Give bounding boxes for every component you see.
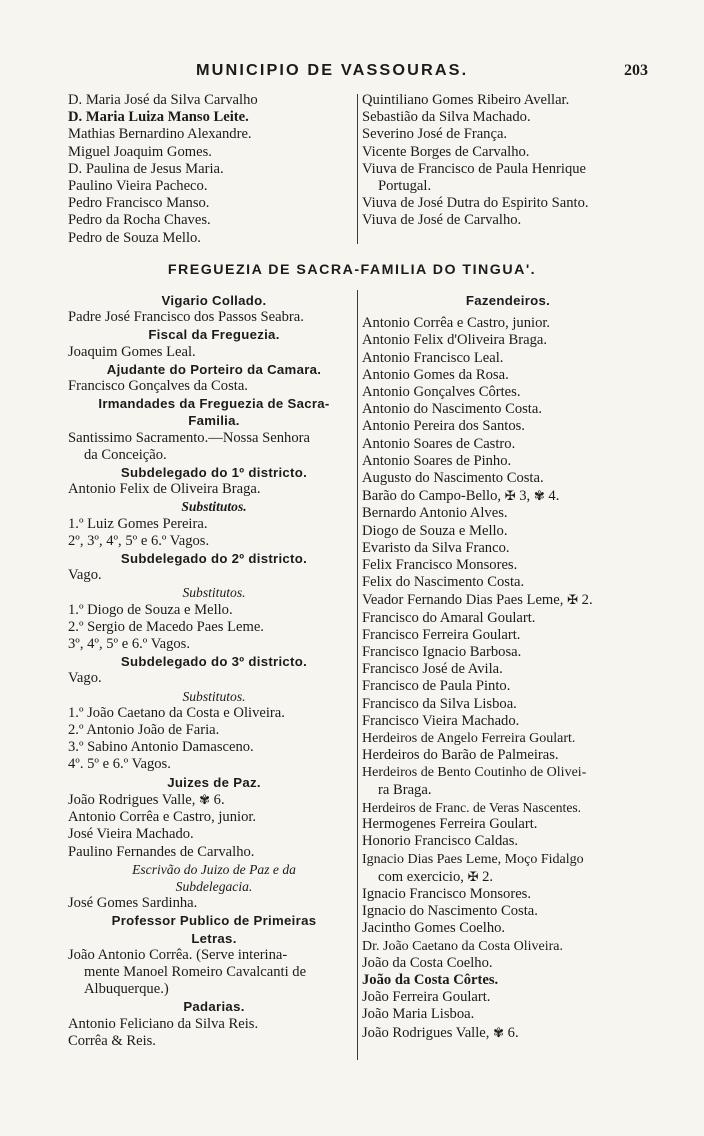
list-item: Vicente Borges de Carvalho.	[362, 143, 530, 160]
juiz-line: José Vieira Machado.	[68, 826, 194, 843]
professor-line: mente Manoel Romeiro Cavalcanti de	[84, 963, 307, 980]
list-item: Severino José de França.	[362, 126, 508, 143]
fazendeiro-line: Honorio Francisco Caldas.	[362, 833, 519, 850]
list-item: D. Maria Luiza Manso Leite.	[68, 109, 249, 126]
fazendeiro-line: Augusto do Nascimento Costa.	[362, 470, 544, 487]
list-item: Portugal.	[378, 178, 432, 195]
professor-line: Albuquerque.)	[84, 981, 169, 998]
fazendeiro-line: João Ferreira Goulart.	[362, 989, 491, 1006]
fazendeiro-line: Antonio do Nascimento Costa.	[362, 401, 542, 418]
fazendeiro-line	[362, 868, 654, 886]
page-header	[0, 58, 704, 84]
list-item: Viuva de Francisco de Paula Henrique	[362, 160, 587, 177]
right-column	[362, 292, 654, 1042]
subdelegado-2-name: Vago.	[68, 567, 102, 584]
substituto-line: 2.º Antonio João de Faria.	[68, 722, 220, 739]
irmandade-line: da Conceição.	[84, 446, 167, 463]
fazendeiro-line: Diogo de Souza e Mello.	[362, 522, 508, 539]
professor-heading: Professor Publico de Primeiras	[111, 913, 317, 929]
list-item: D. Maria José da Silva Carvalho	[68, 92, 258, 108]
list-item: Paulino Vieira Pacheco.	[68, 178, 208, 195]
list-item: Sebastião da Silva Machado.	[362, 109, 531, 126]
substitutos-heading: Substitutos.	[182, 585, 246, 601]
order-number: 3,	[519, 488, 531, 505]
substituto-line: 4º. 5º e 6.º Vagos.	[68, 756, 171, 773]
fazendeiros-heading: Fazendeiros.	[465, 293, 551, 308]
fazendeiro-line: Francisco Ignacio Barbosa.	[362, 644, 522, 661]
fazendeiro-name: Veador Fernando Dias Paes Leme,	[362, 592, 564, 609]
top-left-list	[68, 92, 360, 247]
fazendeiro-line: Antonio Soares de Pinho.	[362, 452, 512, 469]
substituto-line: 3.º Sabino Antonio Damasceno.	[68, 739, 254, 756]
column-divider	[357, 94, 358, 244]
professor-heading-cont: Letras.	[191, 930, 237, 946]
ajudante-heading: Ajudante do Porteiro da Camara.	[106, 361, 322, 377]
padarias-heading: Padarias.	[183, 999, 245, 1015]
fazendeiro-line	[362, 1024, 654, 1042]
order-number: 6.	[213, 791, 225, 808]
fazendeiro-line: Antonio Soares de Castro.	[362, 435, 516, 452]
fazendeiro-line: Francisco de Paula Pinto.	[362, 678, 511, 695]
list-item: Viuva de José de Carvalho.	[362, 212, 522, 229]
irmandades-heading-cont: Familia.	[188, 413, 240, 429]
juiz-line: Antonio Corrêa e Castro, junior.	[68, 809, 257, 826]
subdelegado-2-heading: Subdelegado do 2º districto.	[120, 551, 308, 567]
ajudante-name: Francisco Gonçalves da Costa.	[68, 378, 248, 395]
fazendeiro-line: Francisco da Silva Lisboa.	[362, 695, 517, 712]
fazendeiro-name: com exercicio,	[378, 868, 464, 885]
fazendeiro-line: Felix Francisco Monsores.	[362, 557, 518, 574]
substituto-line: 2º, 3º, 4º, 5º e 6.º Vagos.	[68, 532, 210, 549]
section-title: FREGUEZIA DE SACRA-FAMILIA DO TINGUA'.	[167, 262, 537, 278]
running-title: MUNICIPIO DE VASSOURAS.	[196, 62, 469, 79]
fazendeiro-line: Antonio Gomes da Rosa.	[362, 366, 509, 383]
irmandade-line: Santissimo Sacramento.—Nossa Senhora	[68, 429, 310, 446]
professor-line: João Antonio Corrêa. (Serve interina-	[68, 946, 288, 963]
subdelegado-1-heading: Subdelegado do 1º districto.	[120, 465, 308, 481]
substituto-line: 3º, 4º, 5º e 6.º Vagos.	[68, 636, 191, 653]
cross-order-icon: ✠	[504, 488, 516, 504]
fazendeiro-line: Antonio Francisco Leal.	[362, 349, 504, 366]
subdelegado-3-heading: Subdelegado do 3º districto.	[120, 654, 308, 670]
top-right-list	[362, 92, 654, 230]
fazendeiro-line: Herdeiros de Angelo Ferreira Goulart.	[362, 731, 576, 747]
fazendeiro-line: Jacintho Gomes Coelho.	[362, 920, 506, 937]
fazendeiro-line	[362, 591, 654, 609]
cross-order-icon: ✠	[567, 592, 578, 608]
juiz-line: Paulino Fernandes de Carvalho.	[68, 843, 255, 860]
fazendeiro-line: Hermogenes Ferreira Goulart.	[362, 816, 538, 833]
substitutos-heading: Substitutos.	[182, 688, 246, 704]
fazendeiro-line: Ignacio Francisco Monsores.	[362, 885, 532, 902]
escrivao-heading: Escrivão do Juizo de Paz e da	[132, 861, 296, 877]
list-item: Pedro de Souza Mello.	[68, 229, 201, 246]
fazendeiro-line: Antonio Gonçalves Côrtes.	[362, 384, 521, 401]
fazendeiro-line: Herdeiros do Barão de Palmeiras.	[362, 747, 559, 764]
fazendeiro-line: Evaristo da Silva Franco.	[362, 539, 510, 556]
substituto-line: 1.º João Caetano da Costa e Oliveira.	[68, 704, 285, 721]
fazendeiro-line: Felix do Nascimento Costa.	[362, 574, 525, 591]
fazendeiro-line: Antonio Pereira dos Santos.	[362, 418, 525, 435]
list-item: Mathias Bernardino Alexandre.	[68, 126, 252, 143]
cross-order-icon: ✠	[467, 868, 479, 884]
fazendeiro-line: João da Costa Coelho.	[362, 954, 493, 971]
fazendeiro-name: Barão do Campo-Bello,	[362, 488, 502, 505]
fazendeiro-line: Francisco Ferreira Goulart.	[362, 626, 521, 643]
left-column	[68, 292, 360, 1050]
fiscal-heading: Fiscal da Freguezia.	[148, 327, 280, 343]
escrivao-heading-cont: Subdelegacia.	[175, 878, 253, 894]
fazendeiro-line: Bernardo Antonio Alves.	[362, 505, 508, 522]
fazendeiro-name: João Rodrigues Valle,	[362, 1024, 490, 1041]
substituto-line: 1.º Diogo de Souza e Mello.	[68, 601, 233, 618]
fazendeiro-line: Ignacio Dias Paes Leme, Moço Fidalgo	[362, 851, 584, 867]
subdelegado-3-name: Vago.	[68, 670, 102, 687]
order-number: 4.	[548, 488, 560, 505]
substituto-line: 1.º Luiz Gomes Pereira.	[68, 515, 208, 532]
escrivao-name: José Gomes Sardinha.	[68, 895, 198, 912]
fazendeiro-line: João Maria Lisboa.	[362, 1006, 475, 1023]
fazendeiro-line: Herdeiros de Bento Coutinho de Olivei-	[362, 765, 587, 781]
substitutos-heading: Substitutos.	[181, 499, 247, 515]
subdelegado-1-name: Antonio Felix de Oliveira Braga.	[68, 481, 261, 498]
list-item: D. Paulina de Jesus Maria.	[68, 160, 224, 177]
fazendeiro-line: Francisco do Amaral Goulart.	[362, 609, 536, 626]
juiz-name: João Rodrigues Valle,	[68, 791, 196, 808]
substituto-line: 2.º Sergio de Macedo Paes Leme.	[68, 618, 264, 635]
fazendeiro-line: Francisco Vieira Machado.	[362, 712, 520, 729]
list-item: Quintiliano Gomes Ribeiro Avellar.	[362, 92, 570, 108]
juiz-line	[68, 791, 360, 809]
fazendeiro-line: Herdeiros de Franc. de Veras Nascentes.	[362, 799, 582, 815]
fiscal-name: Joaquim Gomes Leal.	[68, 343, 196, 360]
order-number: 2.	[482, 868, 494, 885]
fazendeiro-line: Dr. João Caetano da Costa Oliveira.	[362, 938, 564, 954]
fazendeiro-line: Antonio Corrêa e Castro, junior.	[362, 315, 551, 332]
vigario-heading: Vigario Collado.	[161, 293, 267, 308]
fazendeiro-line: João da Costa Côrtes.	[362, 971, 499, 988]
padaria-line: Antonio Feliciano da Silva Reis.	[68, 1015, 259, 1032]
juizes-heading: Juizes de Paz.	[167, 774, 261, 790]
vigario-name: Padre José Francisco dos Passos Seabra.	[68, 309, 304, 326]
irmandades-heading: Irmandades da Freguezia de Sacra-	[98, 396, 330, 412]
fazendeiro-line: ra Braga.	[378, 781, 432, 798]
order-number: 2.	[581, 592, 593, 609]
fazendeiro-line: Antonio Felix d'Oliveira Braga.	[362, 332, 548, 349]
list-item: Pedro da Rocha Chaves.	[68, 212, 211, 229]
fazendeiro-line: Ignacio do Nascimento Costa.	[362, 903, 538, 920]
page-number: 203	[624, 62, 648, 79]
fazendeiro-line	[362, 487, 654, 505]
rose-order-icon: ✾	[199, 791, 210, 807]
rose-order-icon: ✾	[533, 488, 545, 504]
list-item: Pedro Francisco Manso.	[68, 195, 210, 212]
padaria-line: Corrêa & Reis.	[68, 1032, 156, 1049]
order-number: 6.	[507, 1024, 519, 1041]
list-item: Miguel Joaquim Gomes.	[68, 143, 212, 160]
rose-order-icon: ✾	[493, 1024, 504, 1040]
fazendeiro-line: Francisco José de Avila.	[362, 661, 503, 678]
list-item: Viuva de José Dutra do Espirito Santo.	[362, 195, 589, 212]
